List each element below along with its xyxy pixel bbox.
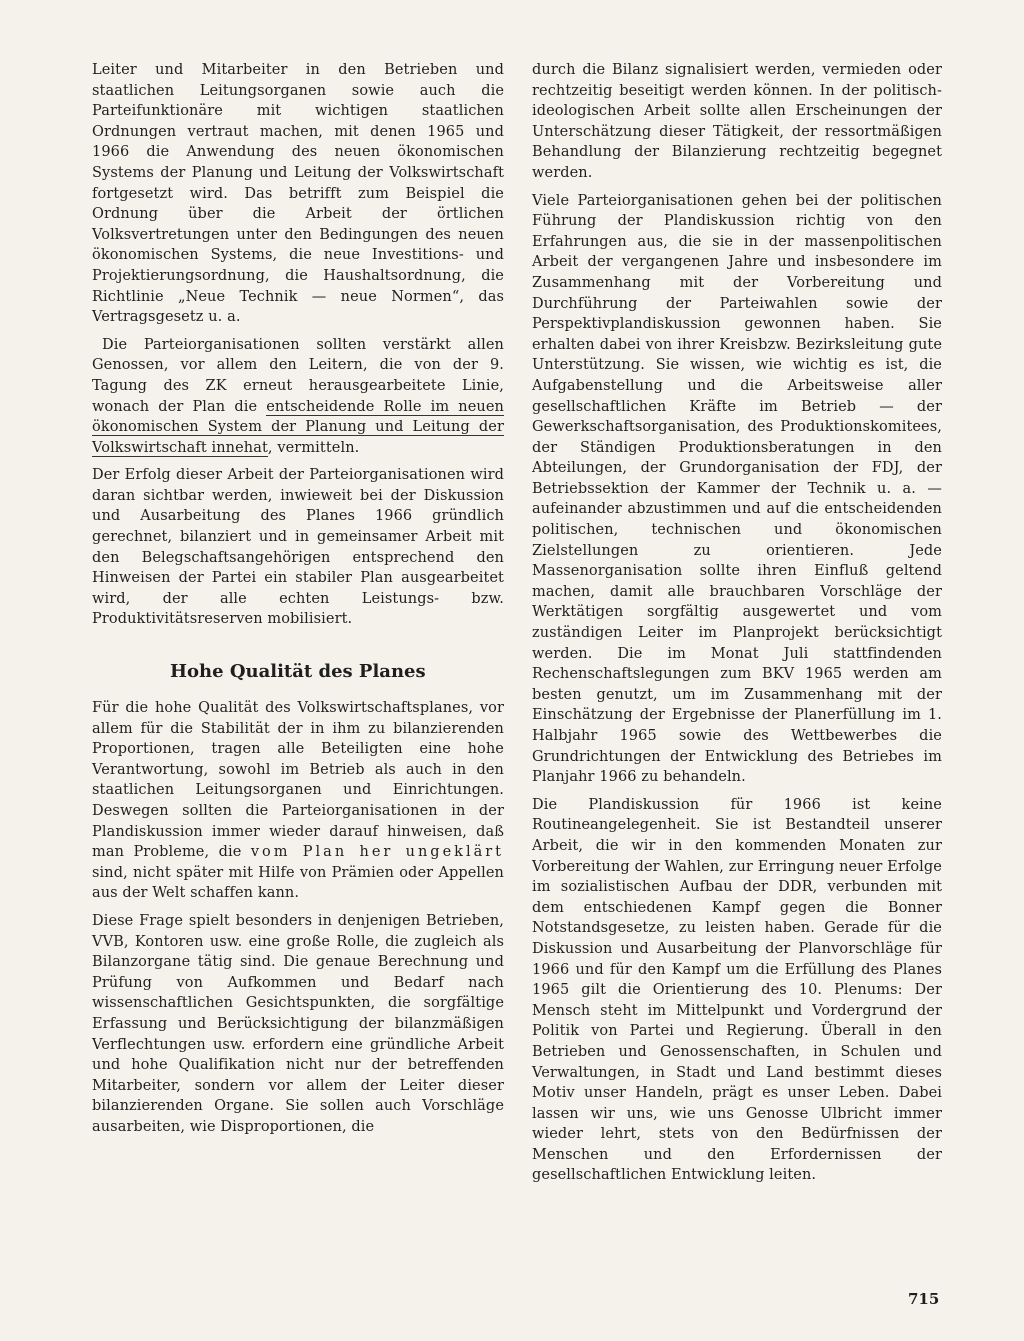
left-paragraph-4-start: Für die hohe Qualität des Volkswirtschaftsplanes, vor allem für die Stabilität der in ihm zu bilanzierenden Proportionen, tragen alle Beteiligten eine hohe Verantwortung, sowohl im Betrieb als auch in den staatlichen Leitungsorganen und Einrichtungen. Deswegen sollten die Parteiorganisationen in der Plandiskussion immer wieder darauf hinweisen, daß man Probleme, die — [92, 700, 504, 861]
left-paragraph-5: Diese Frage spielt besonders in denjenigen Betrieben, VVB, Kontoren usw. eine große Rolle, die zugleich als Bilanzorgane tätig sind. Die genaue Berechnung und Prüfung von Aufkommen und Bedarf nach wissenschaftlichen Gesichtspunkten, die sorgfältige Erfassung und Berücksichtigung der bilanzmäßigen Verflechtungen usw. erfordern eine gründliche Arbeit und hohe Qualifikation nicht nur der betreffenden Mitarbeiter, sondern vor allem der Leiter dieser bilanzierenden Organe. Sie sollen auch Vorschläge ausarbeiten, wie Disproportionen, die — [92, 912, 504, 1135]
left-paragraph-1: Leiter und Mitarbeiter in den Betrieben und staatlichen Leitungsorganen sowie auch die Parteifunktionäre mit wichtigen staatlichen Ordnungen vertraut machen, mit denen 1965 und 1966 die Anwendung des neuen ökonomischen Systems der Planung und Leitung der Volkswirtschaft fortgesetzt wird. Das betrifft zum Beispiel die Ordnung über die Arbeit der örtlichen Volksvertretungen unter den Bedingungen des neuen ökonomischen Systems, die neue Investitions- und Projektierungsordnung, die Haushaltsordnung, die Richtlinie „Neue Technik — neue Normen“, das Vertragsgesetz u. a. — [92, 62, 504, 326]
left-paragraph-2 — [92, 335, 504, 459]
right-paragraph-3: Die Plandiskussion für 1966 ist keine Routineangelegenheit. Sie ist Bestandteil unserer Arbeit, die wir in den kommenden Monaten zur Vorbereitung der Wahlen, zur Erringung neuer Erfolge im sozialistischen Aufbau der DDR, verbunden mit dem entschiedenen Kampf gegen die Bonner Notstandsgesetze, zu leisten haben. Gerade für die Diskussion und Ausarbeitung der Planvorschläge für 1966 und für den Kampf um die Erfüllung des Planes 1965 gilt die Orientierung des 10. Plenums: Der Mensch steht im Mittelpunkt und Vordergrund der Politik von Partei und Regierung. Überall in den Betrieben und Genossenschaften, in Schulen und Verwaltungen, in Stadt und Land bestimmt dieses Motiv unser Handeln, prägt es unser Leben. Dabei lassen wir uns, wie uns Genosse Ulbricht immer wieder lehrt, stets von den Bedürfnissen der Menschen und den Erfordernissen der gesellschaftlichen Entwicklung leiten. — [532, 796, 942, 1184]
emphasized-phrase: vom Plan her ungeklärt — [250, 844, 505, 861]
right-paragraph-2: Viele Parteiorganisationen gehen bei der politischen Führung der Plandiskussion richtig von den Erfahrungen aus, die sie in der massenpolitischen Arbeit der vergangenen Jahre und insbesondere im Zusammenhang mit der Vorbereitung und Durchführung der Parteiwahlen sowie der Perspektivplandiskussion gewonnen haben. Sie erhalten dabei von ihrer Kreisbzw. Bezirksleitung gute Unterstützung. Sie wissen, wie wichtig es ist, die Aufgabenstellung und die Arbeitsweise aller gesellschaftlichen Kräfte im Betrieb — der Gewerkschaftsorganisation, des Produktionskomitees, der Ständigen Produktionsberatungen in den Abteilungen, der Grundorganisation der FDJ, der Betriebssektion der Kammer der Technik u. a. — aufeinander abzustimmen und auf die entscheidenden politischen, technischen und ökonomischen Zielstellungen zu orientieren. Jede Massenorganisation sollte ihren Einfluß geltend machen, damit alle brauchbaren Vorschläge der Werktätigen sorgfältig ausgewertet und vom zuständigen Leiter im Planprojekt berücksichtigt werden. Die im Monat Juli stattfindenden Rechenschaftslegungen zum BKV 1965 werden am besten genutzt, um im Zusammenhang mit der Einschätzung der Ergebnisse der Planerfüllung im 1. Halbjahr 1965 sowie des Wettbewerbes die Grundrichtungen der Entwicklung des Betriebes im Planjahr 1966 zu behandeln. — [532, 192, 942, 786]
left-paragraph-4 — [92, 698, 504, 904]
left-paragraph-2-start: Die Parteiorganisationen sollten verstärkt allen Genossen, vor allem den Leitern, die von der 9. Tagung des ZK erneut herausgearbeitete Linie, wonach der Plan die — [92, 336, 504, 415]
left-paragraph-4-end: sind, nicht später mit Hilfe von Prämien oder Appellen aus der Welt schaffen kann. — [92, 864, 504, 902]
underlined-passage: entscheidende Rolle im neuen ökonomischen System der Planung und Leitung der Volkswirtschaft innehat — [92, 398, 504, 456]
left-column — [92, 60, 504, 1145]
section-heading: Hohe Qualität des Planes — [170, 661, 426, 683]
right-paragraph-1: durch die Bilanz signalisiert werden, vermieden oder rechtzeitig beseitigt werden können. In der politisch-ideologischen Arbeit sollte allen Erscheinungen der Unterschätzung dieser Tätigkeit, der ressortmäßigen Behandlung der Bilanzierung rechtzeitig begegnet werden. — [532, 62, 942, 181]
page-number: 715 — [908, 1290, 940, 1308]
left-paragraph-3: Der Erfolg dieser Arbeit der Parteiorganisationen wird daran sichtbar werden, inwieweit bei der Diskussion und Ausarbeitung des Planes 1966 gründlich gerechnet, bilanziert und in gemeinsamer Arbeit mit den Belegschaftsangehörigen entsprechend den Hinweisen der Partei ein stabiler Plan ausgearbeitet wird, der alle echten Leistungs- bzw. Produktivitätsreserven mobilisiert. — [92, 467, 504, 628]
right-column — [532, 60, 942, 1193]
left-paragraph-2-end: , vermitteln. — [267, 439, 360, 456]
